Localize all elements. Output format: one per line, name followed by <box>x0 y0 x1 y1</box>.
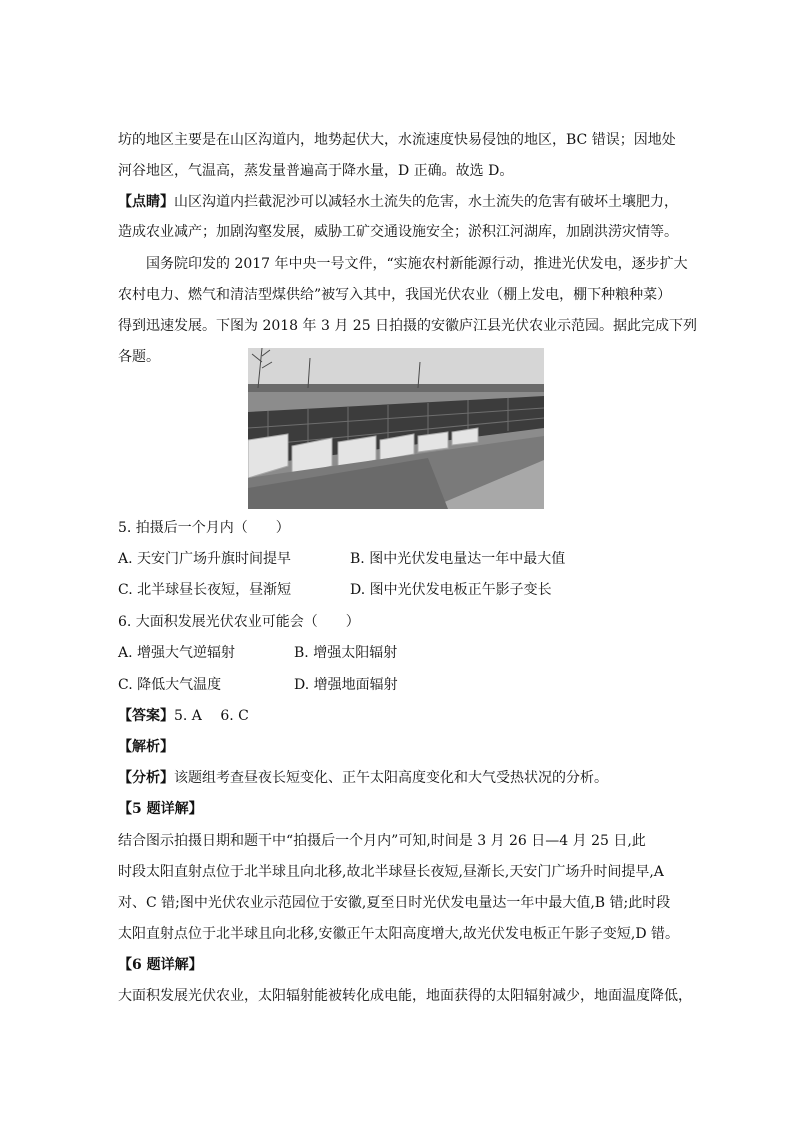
intro-line1: 国务院印发的 2017 年中央一号文件，“实施农村新能源行动，推进光伏发电，逐步扩大 <box>146 256 688 272</box>
q5-option-b: B. 图中光伏发电量达一年中最大值 <box>350 551 566 567</box>
intro-line2: 农村电力、燃气和清洁型煤供给”被写入其中，我国光伏农业（棚上发电，棚下种粮种菜） <box>118 287 672 303</box>
fenxi-text: 该题组考查昼夜长短变化、正午太阳高度变化和大气受热状况的分析。 <box>174 770 608 786</box>
q5-detail-line4: 太阳直射点位于北半球且向北移,安徽正午太阳高度增大,故光伏发电板正午影子变短,D 错。 <box>118 926 680 942</box>
q5-detail-line1: 结合图示拍摄日期和题干中“拍摄后一个月内”可知,时间是 3 月 26 日—4 月 25 日,此 <box>118 833 646 849</box>
q6-option-c: C. 降低大气温度 <box>118 677 222 693</box>
intro-line4: 各题。 <box>118 349 160 365</box>
dianjing-text: 山区沟道内拦截泥沙可以减轻水土流失的危害，水土流失的危害有破坏土壤肥力， <box>174 194 678 210</box>
solar-farm-photo <box>248 348 544 509</box>
q5-detail-line2: 时段太阳直射点位于北半球且向北移,故北半球昼长夜短,昼渐长,天安门广场升时间提早,A <box>118 864 664 880</box>
answer-line <box>118 706 249 726</box>
dianjing-line1 <box>118 192 678 212</box>
q5-stem: 5. 拍摄后一个月内（ ） <box>118 520 290 536</box>
q5-detail-line3: 对、C 错;图中光伏农业示范园位于安徽,夏至日时光伏发电量达一年中最大值,B 错;此时段 <box>118 895 671 911</box>
answer-tag: 【答案】 <box>118 708 174 724</box>
q5-detail-title: 【5 题详解】 <box>118 801 203 817</box>
q6-option-d: D. 增强地面辐射 <box>294 677 398 693</box>
p1-line1: 坊的地区主要是在山区沟道内，地势起伏大，水流速度快易侵蚀的地区，BC 错误；因地处 <box>118 132 676 148</box>
p1-line2: 河谷地区，气温高，蒸发量普遍高于降水量，D 正确。故选 D。 <box>118 163 514 179</box>
q5-option-a: A. 天安门广场升旗时间提早 <box>118 551 292 567</box>
q6-option-b: B. 增强太阳辐射 <box>294 645 398 661</box>
dianjing-line2: 造成农业减产；加剧沟壑发展，威胁工矿交通设施安全；淤积江河湖库，加剧洪涝灾情等。 <box>118 224 678 240</box>
q6-stem: 6. 大面积发展光伏农业可能会（ ） <box>118 614 360 630</box>
q6-detail-title: 【6 题详解】 <box>118 957 203 973</box>
q5-option-c: C. 北半球昼长夜短，昼渐短 <box>118 582 292 598</box>
fenxi-line <box>118 768 608 788</box>
q5-option-d: D. 图中光伏发电板正午影子变长 <box>350 582 552 598</box>
intro-line3: 得到迅速发展。下图为 2018 年 3 月 25 日拍摄的安徽庐江县光伏农业示范园。据此完成下列 <box>118 318 698 334</box>
answer-text: 5. A 6. C <box>174 708 249 724</box>
fenxi-tag: 【分析】 <box>118 770 174 786</box>
q6-detail-line1: 大面积发展光伏农业，太阳辐射能被转化成电能，地面获得的太阳辐射减少，地面温度降低， <box>118 988 692 1004</box>
solar-farm-illustration <box>248 348 544 509</box>
analysis-title: 【解析】 <box>118 739 174 755</box>
dianjing-tag: 【点睛】 <box>118 194 174 210</box>
q6-option-a: A. 增强大气逆辐射 <box>118 645 236 661</box>
